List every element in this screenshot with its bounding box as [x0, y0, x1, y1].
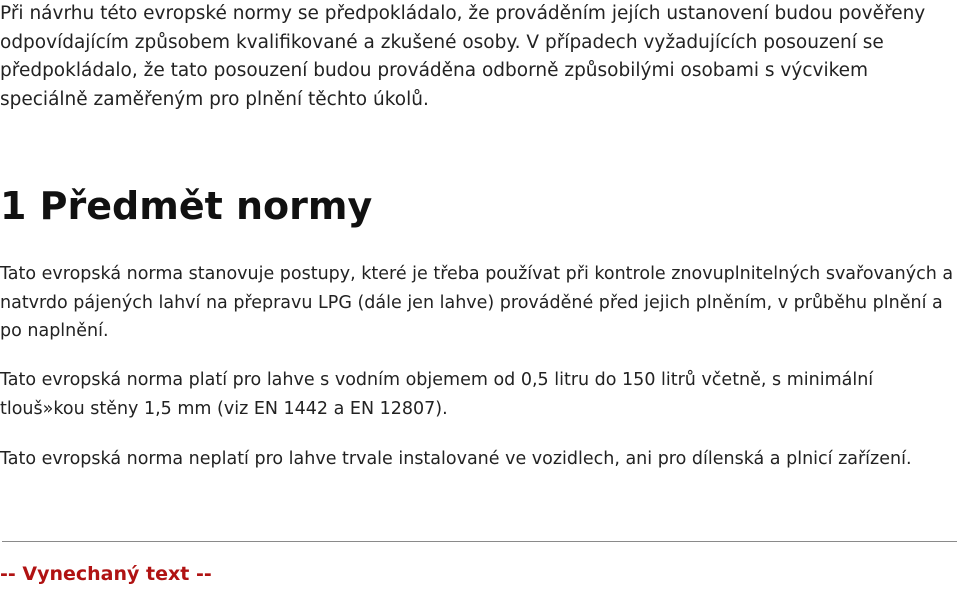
- scope-paragraph-procedures: Tato evropská norma stanovuje postupy, které je třeba používat při kontrole znovuplnitelných svařovaných a natvrdo pájených lahví na přepravu LPG (dále jen lahve) prováděné před jejich plněním, v průběhu plnění a po naplnění.: [0, 264, 954, 341]
- scope-paragraph-exclusions: Tato evropská norma neplatí pro lahve trvale instalované ve vozidlech, ani pro dílenská a plnicí zařízení.: [0, 449, 912, 469]
- scope-paragraph-applicability: Tato evropská norma platí pro lahve s vodním objemem od 0,5 litru do 150 litrů včetně, s minimální tlouš»kou stěny 1,5 mm (viz EN 1442 a EN 12807).: [0, 370, 874, 419]
- section-heading: 1 Předmět normy: [0, 184, 373, 228]
- divider-line: [2, 541, 957, 542]
- omitted-text-notice: -- Vynechaný text --: [0, 563, 212, 585]
- intro-paragraph: Při návrhu této evropské normy se předpokládalo, že prováděním jejích ustanovení budou pověřeny odpovídajícím způsobem kvalifikované a zkušené osoby. V případech vyžadujících posouzení se předpokládalo, že tato posouzení budou prováděna odborně způsobilými osobami s výcvikem speciálně zaměřeným pro plnění těchto úkolů.: [0, 3, 926, 110]
